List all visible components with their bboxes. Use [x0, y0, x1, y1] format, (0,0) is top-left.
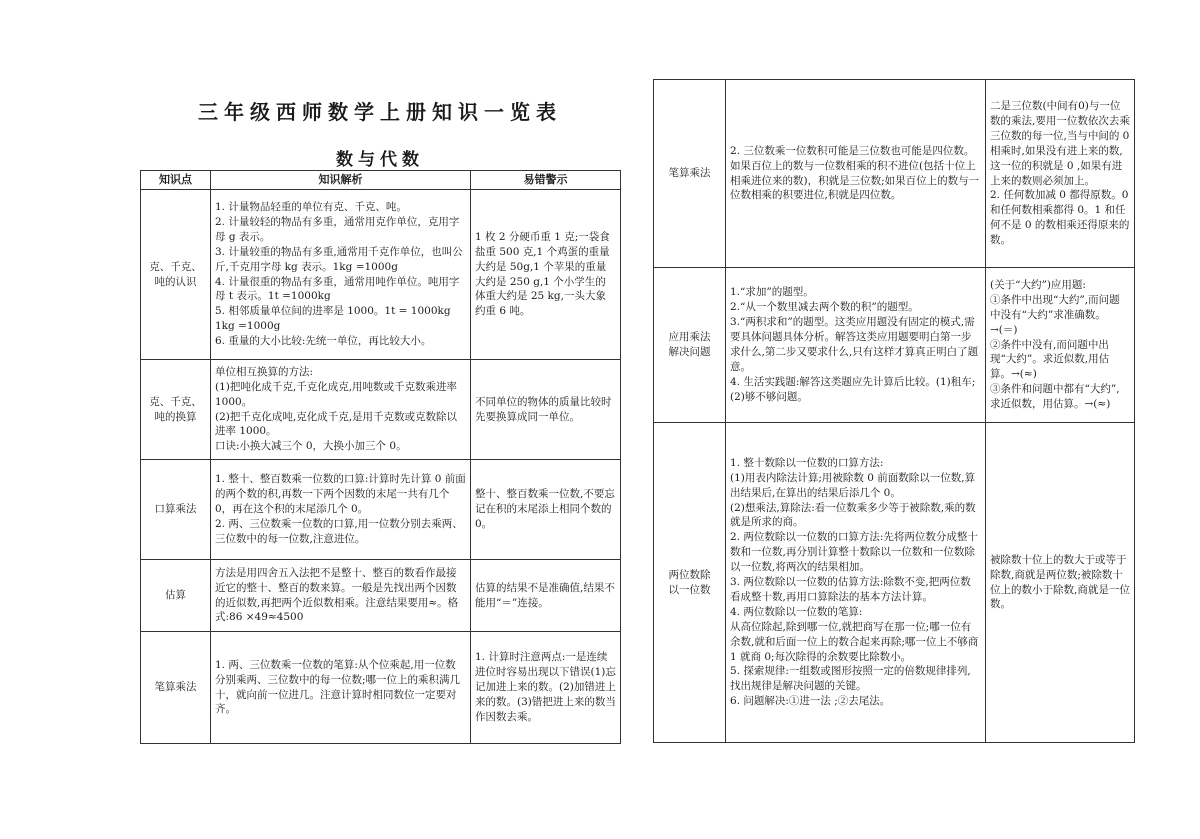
row-warning — [471, 360, 621, 460]
row-analysis — [726, 268, 986, 423]
row-topic — [654, 268, 726, 423]
warning-item: 1 枚 2 分硬币重 1 克;一袋食盐重 500 克,1 个鸡蛋的重量大约是 50g,1 个苹果的重量大约是 250 g,1 个小学生的体重大约是 25 kg,一头大象约重 6 吨。 — [475, 230, 610, 318]
table-header-row — [141, 171, 621, 190]
table-row — [141, 560, 621, 632]
analysis-item: 4. 两位数除以一位数的笔算: — [730, 605, 863, 618]
row-topic — [141, 190, 211, 360]
row-topic — [141, 632, 211, 744]
topic-text: 口算乘法 — [154, 503, 197, 516]
analysis-item: (1)把吨化成千克,千克化成克,用吨数或千克数乘进率 1000。 — [215, 380, 461, 408]
table-row — [654, 268, 1135, 423]
analysis-item: 4. 计量很重的物品有多重，通常用吨作单位。吨用字母 t 表示。1t =1000kg — [215, 275, 460, 303]
table-row — [141, 460, 621, 560]
topic-text: 笔算乘法 — [668, 167, 711, 180]
row-warning — [986, 80, 1135, 268]
row-analysis — [726, 80, 986, 268]
knowledge-table-left — [140, 170, 621, 744]
analysis-item: 2. 三位数乘一位数积可能是三位数也可能是四位数。如果百位上的数与一位数相乘的积不进位(包括十位上相乘进位来的数)，积就是三位数;如果百位上的数与一位数相乘的积要进位,积就是四位数。 — [730, 144, 980, 202]
analysis-item: (2)把千克化成吨,克化成千克,是用千克数或克数除以进率 1000。 — [215, 410, 458, 438]
row-analysis — [211, 560, 471, 632]
topic-text: 克、千克、 吨的换算 — [149, 395, 202, 423]
table-row — [141, 190, 621, 360]
row-analysis — [211, 190, 471, 360]
row-analysis — [726, 423, 986, 743]
row-warning — [986, 423, 1135, 743]
analysis-item: 从高位除起,除到哪一位,就把商写在那一位;哪一位有余数,就和后面一位上的数合起来再除;哪一位上不够商 1 就商 0;每次除得的余数要比除数小。 — [730, 620, 982, 663]
row-warning — [471, 190, 621, 360]
analysis-item: 3.“两积求和”的题型。这类应用题没有固定的模式,需要具体问题具体分析。解答这类应用题要明白第一步求什么,第二步又要求什么,只有这样才算真正明白了题意。 — [730, 316, 979, 373]
row-topic — [654, 80, 726, 268]
topic-text: 克、千克、 吨的认识 — [149, 260, 202, 288]
analysis-item: 5. 探索规律:一组数或图形按照一定的倍数规律排列,找出规律是解决问题的关键。 — [730, 665, 971, 693]
analysis-item: 方法是用四舍五入法把不是整十、整百的数看作最接近它的整十、整百的数来算。一般是先找出两个因数的近似数,再把两个近似数相乘。注意结果要用≈。格式:86 ×49≈4500 — [215, 566, 459, 624]
warning-item: 二是三位数(中间有0)与一位数的乘法,要用一位数依次去乘三位数的每一位,当与中间的 0 相乘时,如果没有进上来的数,这一位的积就是 0 ,如果有进上来的数则必须加上。 — [990, 99, 1133, 187]
row-warning — [986, 268, 1135, 423]
analysis-item: 2.“从一个数里减去两个数的积”的题型。 — [730, 301, 919, 314]
analysis-item: 1. 整十、整百数乘一位数的口算:计算时先计算 0 前面的两个数的积,再数一下两个因数的末尾一共有几个 0，再在这个积的末尾添几个 0。 — [215, 473, 466, 516]
table-row — [141, 360, 621, 460]
warning-item: 估算的结果不是准确值,结果不能用“＝”连接。 — [475, 581, 615, 609]
analysis-item: (1)用表内除法计算;用被除数 0 前面数除以一位数,算出结果后,在算出的结果后添几个 0。 — [730, 471, 976, 499]
analysis-item: (2)想乘法,算除法:看一位数乘多少等于被除数,乘的数就是所求的商。 — [730, 501, 976, 529]
row-warning — [471, 560, 621, 632]
analysis-item: 5. 相邻质量单位间的进率是 1000。1t = 1000kg 1kg =1000g — [215, 305, 462, 333]
page-title: 三年级西师数学上册知识一览表 — [198, 100, 562, 124]
topic-text: 估算 — [165, 589, 186, 602]
analysis-item: 1.“求加”的题型。 — [730, 286, 814, 299]
analysis-item: 2. 两位数除以一位数的口算方法:先将两位数分成整十数和一位数,再分别计算整十数除以一位数和一位数除以一位数,将两次的结果相加。 — [730, 531, 978, 574]
header-warning: 易错警示 — [471, 171, 621, 190]
analysis-item: 6. 重量的大小比较:先统一单位，再比较大小。 — [215, 335, 432, 348]
analysis-item: 2. 两、三位数乘一位数的口算,用一位数分别去乘两、三位数中的每一位数,注意进位。 — [215, 517, 463, 545]
table-row — [141, 632, 621, 744]
row-topic — [141, 360, 211, 460]
analysis-item: 3. 计量较重的物品有多重,通常用千克作单位，也叫公斤,千克用字母 kg 表示。1kg =1000g — [215, 245, 463, 273]
warning-item: ②条件中没有,而问题中出现“大约”。求近似数,用估算。→(≈) — [990, 338, 1110, 381]
row-warning — [471, 460, 621, 560]
analysis-item: 6. 问题解决:①进一法 ;②去尾法。 — [730, 695, 891, 708]
warning-item: 1. 计算时注意两点:一是连续进位时容易出现以下错误(1)忘记加进上来的数。(2)加错进上来的数。(3)错把进上来的数当作因数去乘。 — [475, 651, 616, 723]
row-analysis — [211, 360, 471, 460]
header-topic: 知识点 — [141, 171, 211, 190]
row-analysis — [211, 460, 471, 560]
analysis-item: 1. 两、三位数乘一位数的笔算:从个位乘起,用一位数分别乘两、三位数中的每一位数;哪一位上的乘积满几十，就向前一位进几。注意计算时相同数位一定要对齐。 — [215, 658, 461, 716]
row-topic — [141, 560, 211, 632]
warning-item: 不同单位的物体的质量比较时先要换算成同一单位。 — [475, 395, 612, 423]
knowledge-table-right — [653, 79, 1135, 743]
row-analysis — [211, 632, 471, 744]
analysis-item: 1. 整十数除以一位数的口算方法: — [730, 456, 884, 469]
warning-item: ③条件和问题中都有“大约”,求近似数，用估算。→(≈) — [990, 383, 1120, 411]
analysis-item: 3. 两位数除以一位数的估算方法:除数不变,把两位数看成整十数,再用口算除法的基本方法计算。 — [730, 576, 971, 603]
analysis-item: 口诀:小换大减三个 0，大换小加三个 0。 — [215, 440, 407, 453]
warning-item: 2. 任何数加减 0 都得原数。0 和任何数相乘都得 0。1 和任何不是 0 的数相乘还得原来的数。 — [990, 189, 1132, 247]
table-row — [654, 423, 1135, 743]
section-title: 数与代数 — [336, 150, 424, 170]
topic-text: 两位数除 以一位数 — [668, 568, 711, 596]
row-topic — [141, 460, 211, 560]
analysis-item: 4. 生活实践题:解答这类题应先计算后比较。(1)租车;(2)够不够问题。 — [730, 375, 976, 403]
table-row — [654, 80, 1135, 268]
row-topic — [654, 423, 726, 743]
warning-item: (关于“大约”)应用题: — [990, 278, 1086, 291]
topic-text: 笔算乘法 — [154, 681, 197, 694]
warning-item: 被除数十位上的数大于或等于除数,商就是两位数;被除数十位上的数小于除数,商就是一位数。 — [990, 553, 1130, 611]
analysis-item: 2. 计量较轻的物品有多重，通常用克作单位，克用字母 g 表示。 — [215, 215, 460, 243]
warning-item: ①条件中出现“大约”,而问题中没有“大约”求准确数。→(＝) — [990, 293, 1120, 336]
header-analysis: 知识解析 — [211, 171, 471, 190]
analysis-item: 1. 计量物品轻重的单位有克、千克、吨。 — [215, 200, 407, 213]
topic-text: 应用乘法 解决问题 — [668, 331, 711, 358]
analysis-item: 单位相互换算的方法: — [215, 365, 314, 378]
warning-item: 整十、整百数乘一位数,不要忘记在积的末尾添上相同个数的 0。 — [475, 488, 615, 530]
row-warning — [471, 632, 621, 744]
